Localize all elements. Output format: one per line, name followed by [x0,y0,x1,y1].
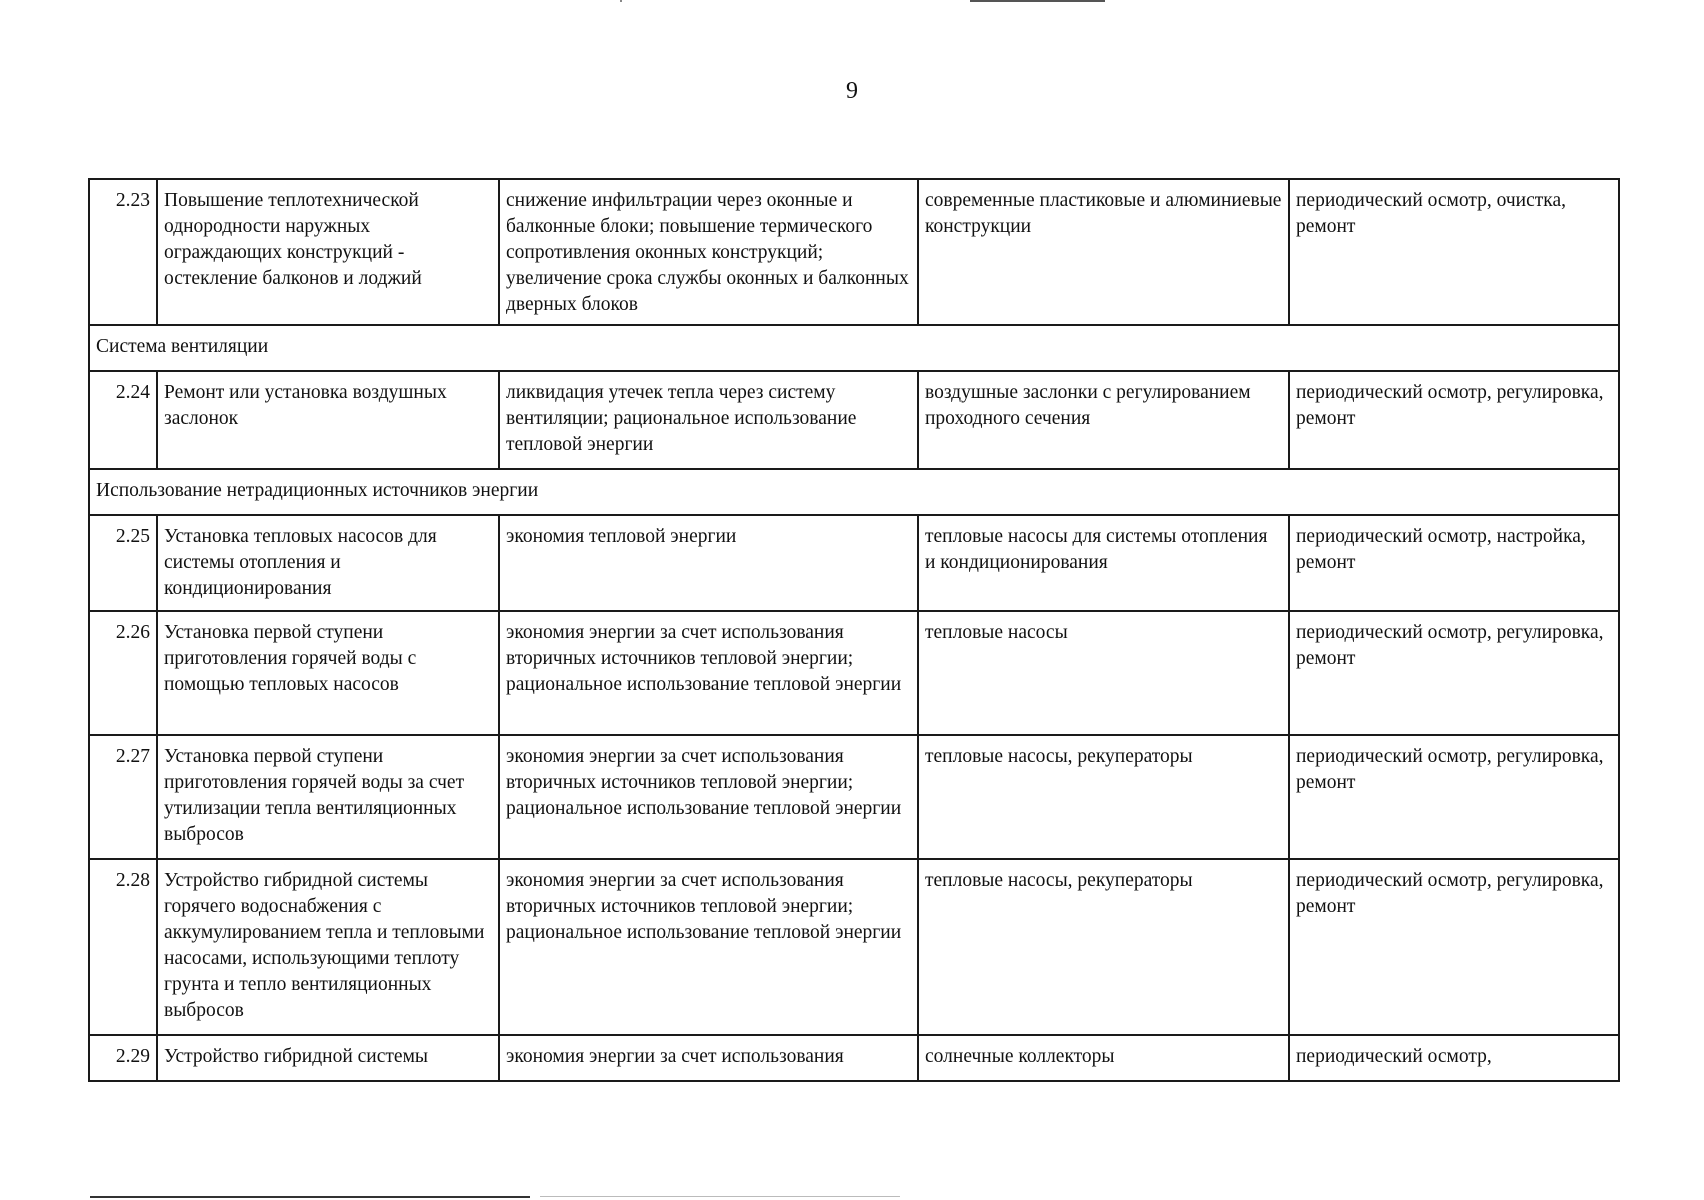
footer-rule [90,1196,530,1198]
effect-cell: экономия энергии за счет использования вторичных источников тепловой энергии; рациональное использование тепловой энергии [499,611,918,735]
scan-artifact-dot [620,0,622,2]
maintenance-cell: периодический осмотр, настройка, ремонт [1289,515,1619,611]
table-row [89,179,1619,325]
measure-cell: Установка первой ступени приготовления горячей воды за счет утилизации тепла вентиляционных выбросов [157,735,499,859]
measure-cell: Ремонт или установка воздушных заслонок [157,371,499,469]
effect-cell: экономия энергии за счет использования вторичных источников тепловой энергии; рациональное использование тепловой энергии [499,735,918,859]
row-number: 2.24 [89,371,157,469]
table-row [89,371,1619,469]
measure-cell: Повышение теплотехнической однородности наружных ограждающих конструкций - остекление балконов и лоджий [157,179,499,325]
row-number: 2.26 [89,611,157,735]
maintenance-cell: периодический осмотр, очистка, ремонт [1289,179,1619,325]
maintenance-cell: периодический осмотр, регулировка, ремонт [1289,371,1619,469]
measures-table [88,178,1620,1082]
table-row [89,611,1619,735]
measure-cell: Установка первой ступени приготовления горячей воды с помощью тепловых насосов [157,611,499,735]
header-rule [970,0,1105,2]
footer-rule-faint [540,1196,900,1197]
table-row [89,859,1619,1035]
effect-cell: экономия энергии за счет использования вторичных источников тепловой энергии; рациональное использование тепловой энергии [499,859,918,1035]
measure-cell: Установка тепловых насосов для системы отопления и кондиционирования [157,515,499,611]
row-number: 2.27 [89,735,157,859]
row-number: 2.23 [89,179,157,325]
effect-cell: экономия энергии за счет использования [499,1035,918,1081]
table-row [89,1035,1619,1081]
equipment-cell: тепловые насосы для системы отопления и кондиционирования [918,515,1289,611]
equipment-cell: современные пластиковые и алюминиевые конструкции [918,179,1289,325]
effect-cell: экономия тепловой энергии [499,515,918,611]
row-number: 2.28 [89,859,157,1035]
maintenance-cell: периодический осмотр, регулировка, ремонт [1289,611,1619,735]
equipment-cell: тепловые насосы, рекуператоры [918,735,1289,859]
equipment-cell: солнечные коллекторы [918,1035,1289,1081]
table-row [89,735,1619,859]
effect-cell: ликвидация утечек тепла через систему вентиляции; рациональное использование тепловой энергии [499,371,918,469]
row-number: 2.29 [89,1035,157,1081]
measure-cell: Устройство гибридной системы [157,1035,499,1081]
maintenance-cell: периодический осмотр, [1289,1035,1619,1081]
maintenance-cell: периодический осмотр, регулировка, ремонт [1289,859,1619,1035]
page-number: 9 [846,78,858,104]
equipment-cell: тепловые насосы [918,611,1289,735]
row-number: 2.25 [89,515,157,611]
effect-cell: снижение инфильтрации через оконные и балконные блоки; повышение термического сопротивления оконных конструкций; увеличение срока службы оконных и балконных дверных блоков [499,179,918,325]
section-row [89,325,1619,371]
section-title: Использование нетрадиционных источников энергии [89,469,1619,515]
maintenance-cell: периодический осмотр, регулировка, ремонт [1289,735,1619,859]
equipment-cell: тепловые насосы, рекуператоры [918,859,1289,1035]
section-row [89,469,1619,515]
equipment-cell: воздушные заслонки с регулированием проходного сечения [918,371,1289,469]
measure-cell: Устройство гибридной системы горячего водоснабжения с аккумулированием тепла и тепловыми насосами, использующими теплоту грунта и тепло вентиляционных выбросов [157,859,499,1035]
table-row [89,515,1619,611]
section-title: Система вентиляции [89,325,1619,371]
